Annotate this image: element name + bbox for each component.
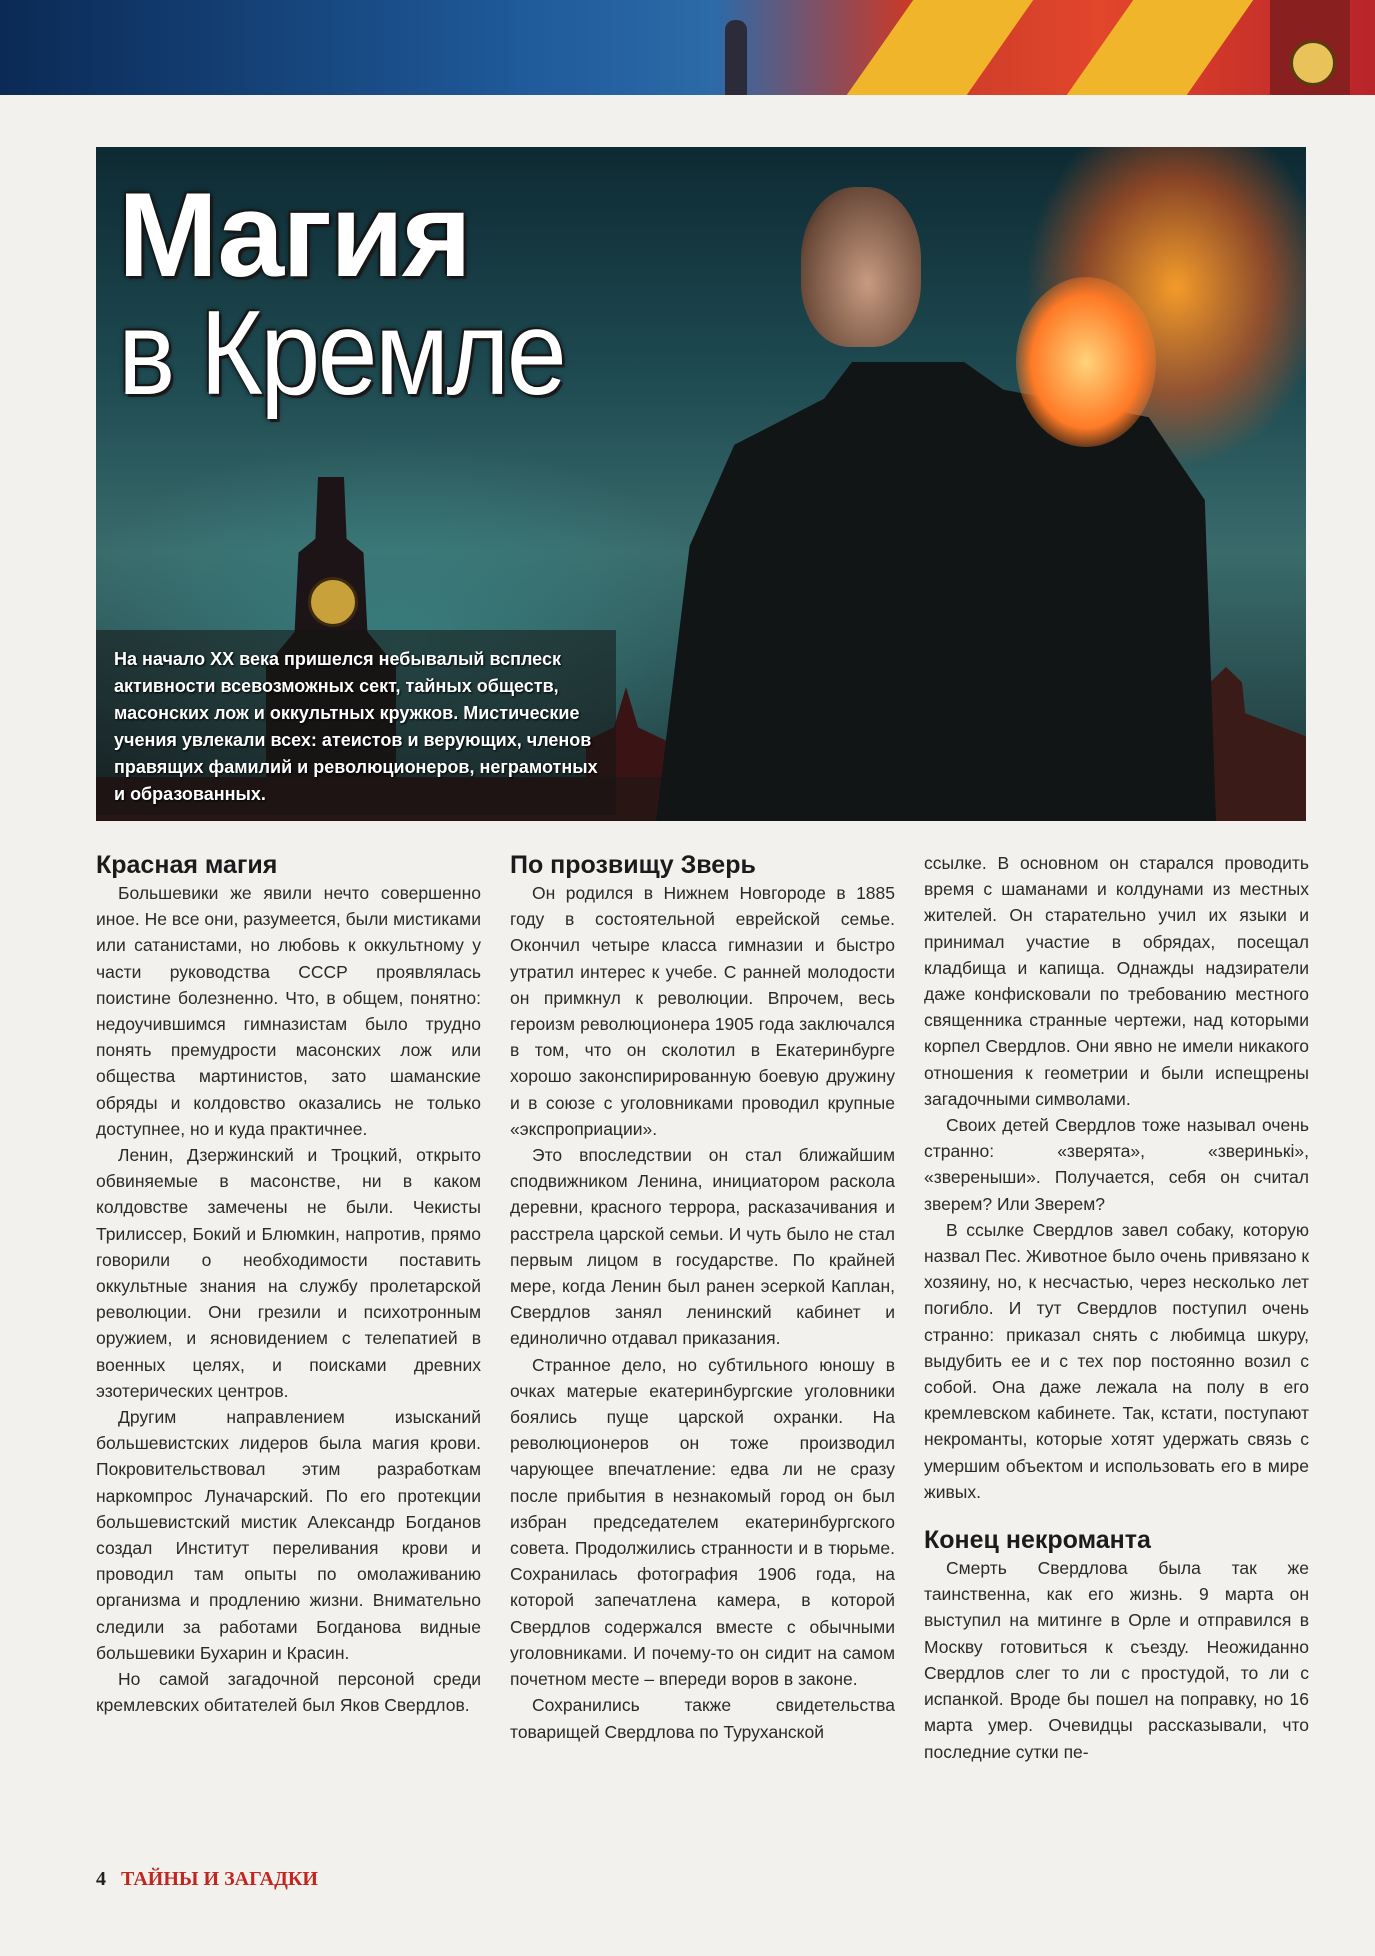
paragraph: Он родился в Нижнем Новгороде в 1885 году в состоятельной еврейской семье. Окончил четыре класса гимназии и быстро утратил интерес к учебе. С ранней молодости он примкнул к революции. Впрочем, весь героизм революционера 1905 года заключался в том, что он сколотил в Екатеринбурге хорошо законспирированную боевую дружину и в союзе с уголовниками проводил крупные «экспроприации». (510, 883, 895, 1139)
paragraph: Сохранились также свидетельства товарищей Свердлова по Туруханской (510, 1695, 895, 1742)
banner-stripe (1067, 0, 1254, 95)
page-number: 4 (96, 1868, 106, 1890)
man-in-coat (656, 362, 1216, 821)
section-heading: По прозвищу Зверь (510, 851, 756, 879)
article-title (118, 168, 614, 420)
title-line-1: Магия (118, 168, 470, 302)
column-3 (924, 850, 1309, 1765)
paragraph: Большевики же явили нечто совершенно иное. Не все они, разумеется, были мистиками или сатанистами, но любовь к оккультному у части руководства СССР проявлялась поистине болезненно. Что, в общем, понятно: недоучившимся гимназистам было трудно понять премудрости масонских лож или общества мартинистов, зато шаманские обряды и колдовство оказались не только доступнее, но и куда практичнее. (96, 883, 481, 1139)
paragraph: Ленин, Дзержинский и Троцкий, открыто обвиняемые в масонстве, ни в каком колдовстве замечены не были. Чекисты Трилиссер, Бокий и Блюмкин, напротив, прямо говорили о необходимости поставить оккультные знания на службу пролетарской революции. Они грезили и психотронным оружием, и ясновидением с телепатией в военных целях, и поисками древних эзотерических центров. (96, 1145, 481, 1401)
clock-icon (1290, 40, 1336, 86)
magazine-name: ТАЙНЫ И ЗАГАДКИ (121, 1868, 318, 1890)
lead-paragraph: На начало XX века пришелся небывалый всплеск активности всевозможных сект, тайных обществ, масонских лож и оккультных кружков. Мистические учения увлекали всех: атеистов и верующих, членов правящих фамилий и революционеров, неграмотных и образованных. (96, 630, 616, 815)
banner-kremlin-tower (1270, 0, 1350, 95)
page-footer (96, 1868, 318, 1891)
paragraph: Но самой загадочной персоной среди кремлевских обитателей был Яков Свердлов. (96, 1669, 481, 1716)
column-2 (510, 850, 895, 1745)
column-1 (96, 850, 481, 1719)
paragraph: ссылке. В основном он старался проводить время с шаманами и колдунами из местных жителей. Он старательно учил их языки и принимал участие в обрядах, посещал кладбища и капища. Однажды надзиратели даже конфисковали по требованию местного священника странные чертежи, над которыми корпел Свердлов. Они явно не имели никакого отношения к геометрии и были испещрены загадочными символами. (924, 853, 1309, 1109)
paragraph: В ссылке Свердлов завел собаку, которую назвал Пес. Животное было очень привязано к хозяину, но, к несчастью, через несколько лет погибло. И тут Свердлов поступил очень странно: приказал снять с любимца шкуру, выдубить ее и с тех пор постоянно возил с собой. Она даже лежала на полу в его кремлевском кабинете. Так, кстати, поступают некроманты, которые хотят удержать связь с умершим объектом и использовать его в мире живых. (924, 1219, 1309, 1502)
banner-stripe (847, 0, 1034, 95)
man-head (801, 187, 921, 347)
section-heading: Конец некроманта (924, 1526, 1151, 1555)
hero-image (96, 147, 1306, 821)
paragraph: Другим направлением изысканий большевистских лидеров была магия крови. Покровительствовал этим разработкам наркомпрос Луначарский. По его протекции большевистский мистик Александр Богданов создал Институт переливания крови и проводил там опыты по омолаживанию организма и продлению жизни. Внимательно следили за работами Богданова видные большевики Бухарин и Красин. (96, 1407, 481, 1663)
paragraph: Своих детей Свердлов тоже называл очень странно: «зверята», «зверинькі», «звереныши». Получается, себя он считал зверем? Или Зверем? (924, 1115, 1309, 1214)
paragraph: Смерть Свердлова была так же таинственна, как его жизнь. 9 марта он выступил на митинге в Орле и отправился в Москву готовиться к съезду. Неожиданно Свердлов слег то ли с простудой, то ли с испанкой. Вроде бы пошел на поправку, но 16 марта умер. Очевидцы рассказывали, что последние сутки пе- (924, 1558, 1309, 1762)
clock-icon (308, 577, 358, 627)
section-heading: Красная магия (96, 851, 278, 879)
paragraph: Странное дело, но субтильного юношу в очках матерые екатеринбургские уголовники боялись пуще царской охранки. На революционеров он тоже производил чарующее впечатление: едва ли не сразу после прибытия в незнакомый город он был избран председателем екатеринбургского совета. Продолжились странности и в тюрьме. Сохранилась фотография 1906 года, на которой запечатлена камера, в которой Свердлов содержался вместе с обычными уголовниками. И почему-то он сидит на самом почетном месте – впереди воров в законе. (510, 1354, 895, 1690)
banner-spire (725, 20, 747, 95)
paragraph: Это впоследствии он стал ближайшим сподвижником Ленина, инициатором раскола деревни, красного террора, расказачивания и расстрела царской семьи. И чуть было не стал первым лицом в государстве. По крайней мере, когда Ленин был ранен эсеркой Каплан, Свердлов занял ленинский кабинет и единолично отдавал приказания. (510, 1145, 895, 1349)
title-line-2: в Кремле (118, 285, 565, 420)
top-banner (0, 0, 1375, 95)
fire-hand (1016, 277, 1156, 447)
